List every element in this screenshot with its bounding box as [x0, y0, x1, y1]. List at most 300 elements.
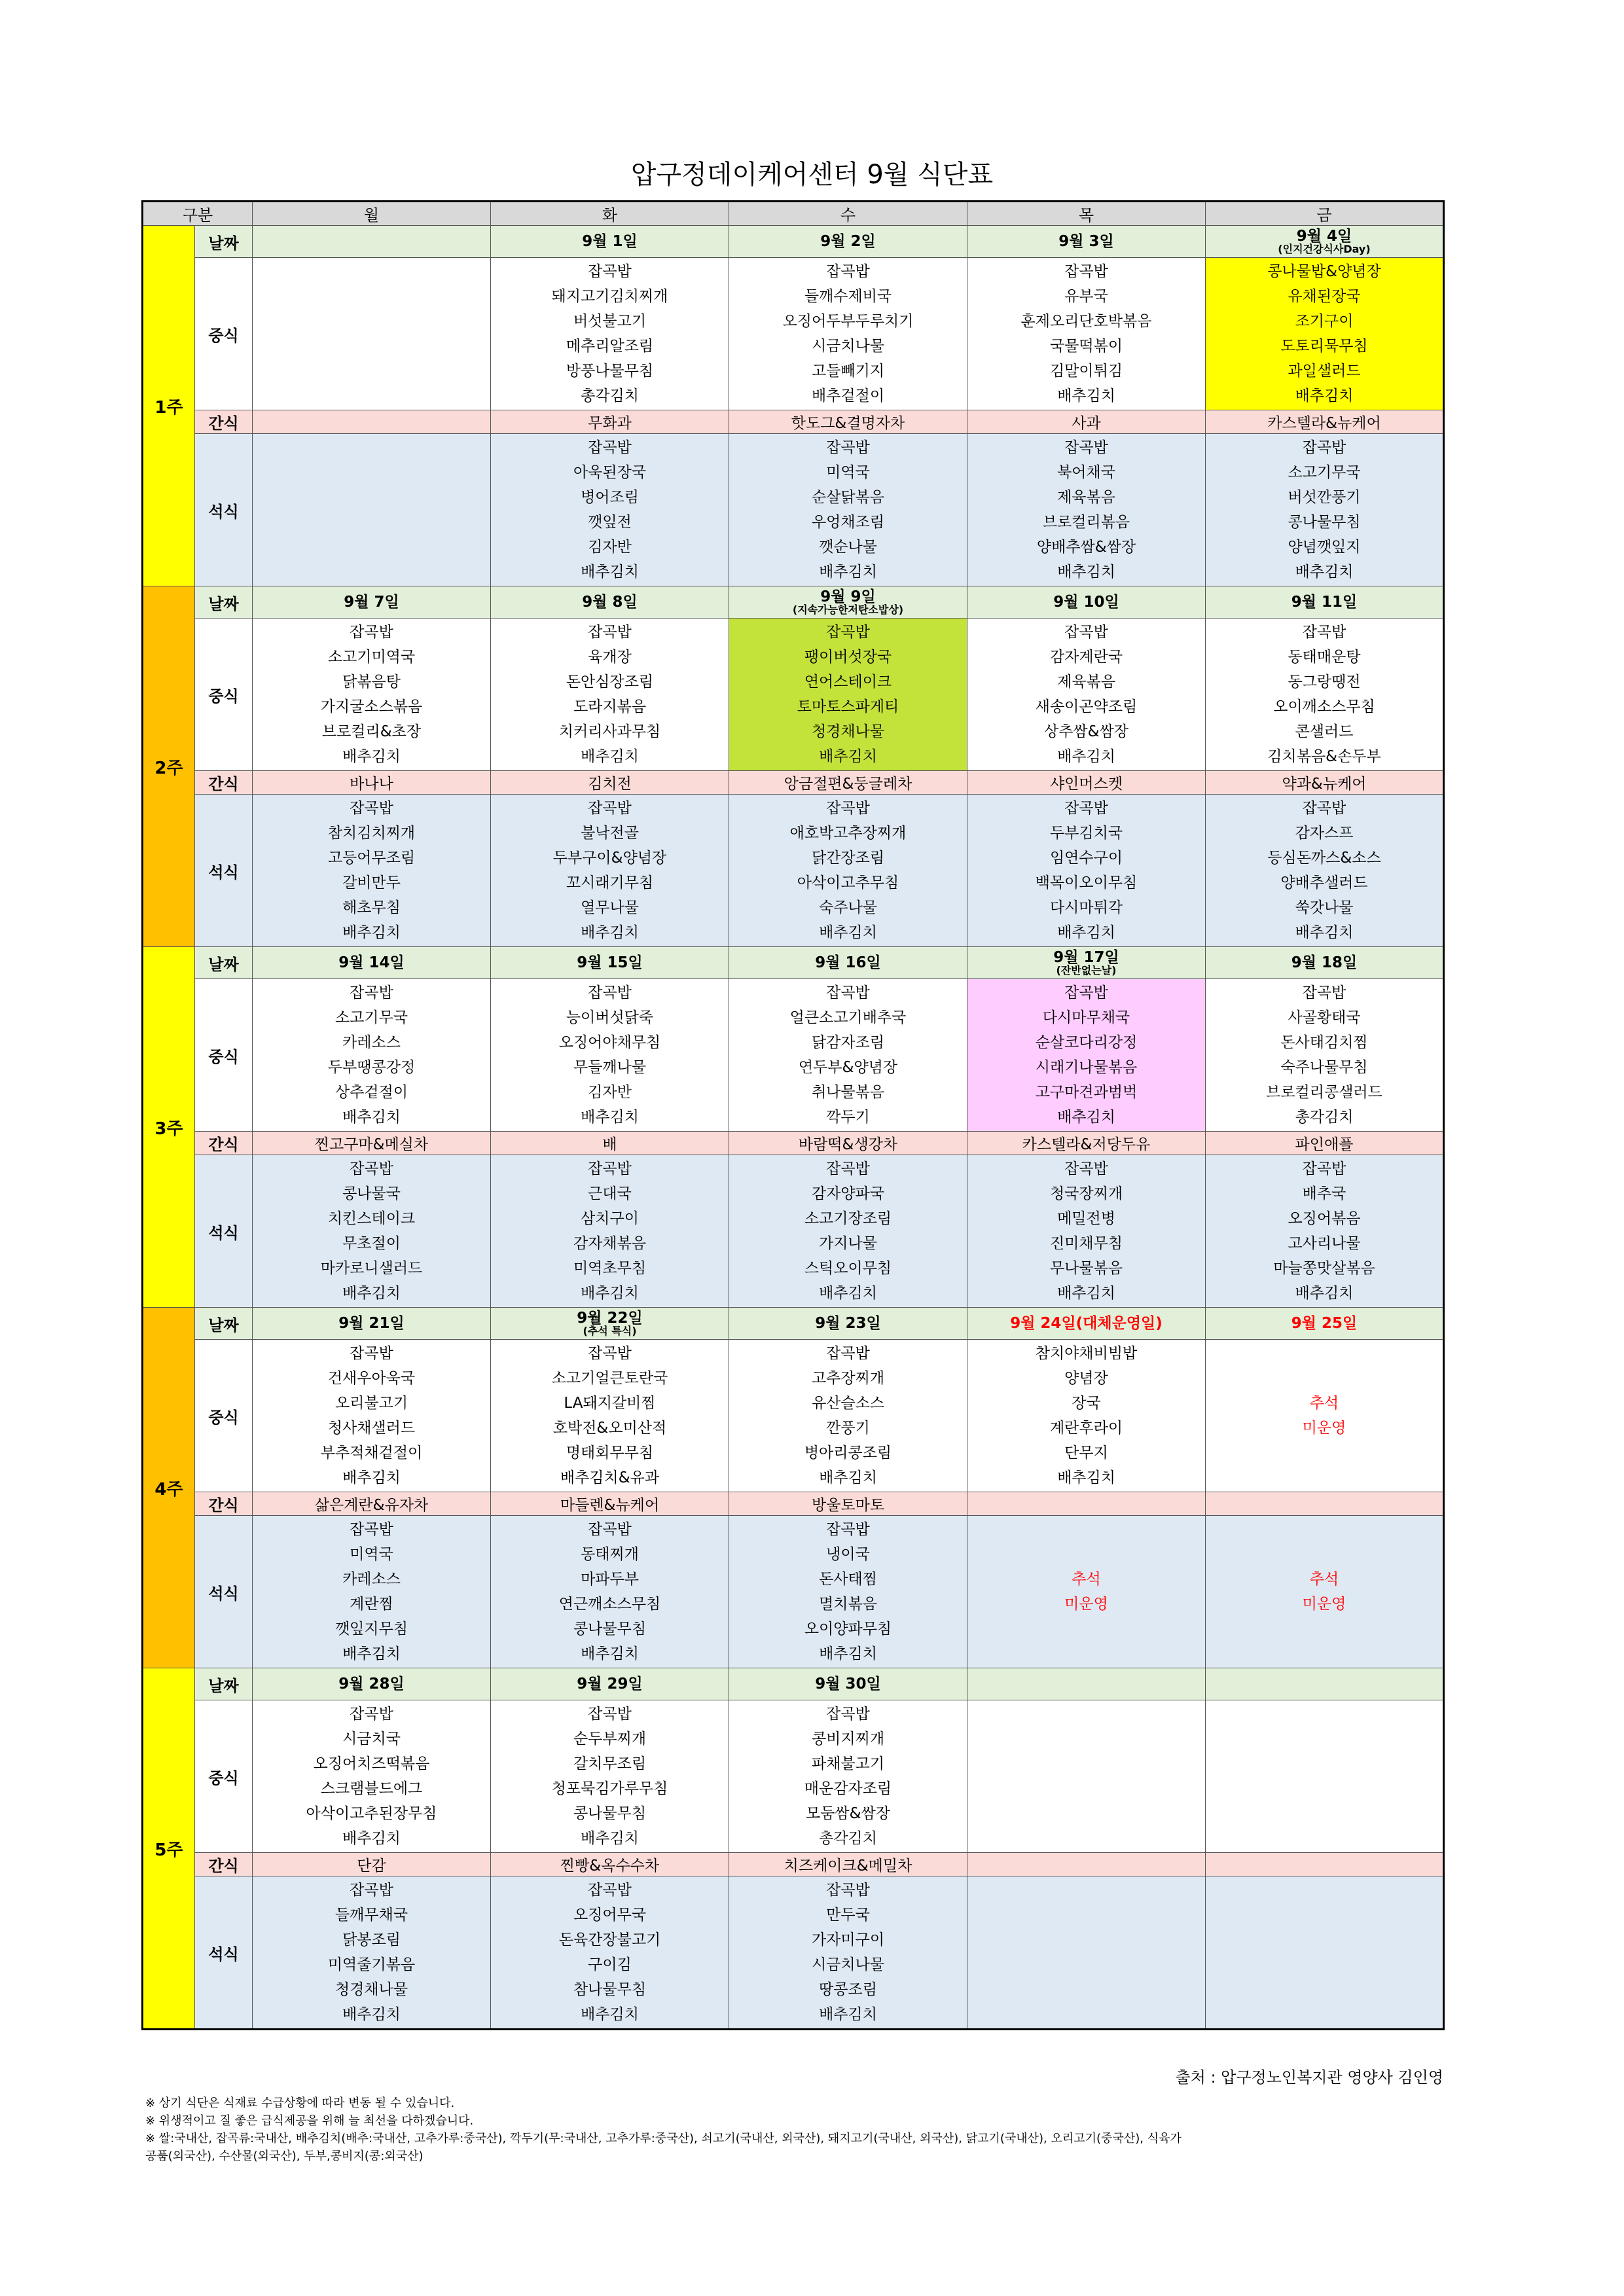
menu-item: 잡곡밥: [1302, 800, 1346, 817]
snack-row: [143, 1492, 1444, 1516]
menu-item: 청포묵김가루무침: [551, 1780, 668, 1797]
menu-list: [729, 1157, 967, 1306]
menu-item: 배추김치: [581, 2006, 639, 2023]
menu-item: 잡곡밥: [588, 1521, 632, 1538]
menu-list: [491, 1702, 729, 1851]
menu-list: [729, 1702, 967, 1851]
date-main: 9월 15일: [577, 954, 643, 971]
menu-item: 오징어볶음: [1288, 1210, 1361, 1227]
menu-item: 깐풍기: [826, 1420, 870, 1437]
menu-item: 김말이튀김: [1049, 363, 1123, 380]
date-cell: [729, 1668, 967, 1700]
menu-item: 잡곡밥: [826, 1882, 870, 1899]
menu-list: [491, 620, 729, 769]
week-label: 1주: [143, 226, 195, 586]
menu-item: 잡곡밥: [826, 800, 870, 817]
snack-cell: [967, 1853, 1206, 1876]
snack-cell: 단감: [253, 1853, 491, 1876]
week-label: 5주: [143, 1668, 195, 2030]
menu-list: [1206, 259, 1443, 408]
menu-item: 소고기얼큰토란국: [551, 1370, 668, 1387]
menu-item: 콩비지찌개: [811, 1731, 885, 1748]
menu-item: 배추김치: [581, 1645, 639, 1662]
menu-item: 스틱오이무침: [804, 1260, 892, 1277]
lunch-row: [143, 1340, 1444, 1492]
menu-item: 잡곡밥: [350, 1160, 393, 1177]
menu-list: [967, 1157, 1205, 1306]
menu-item: 무초절이: [342, 1235, 401, 1252]
dinner-menu-cell: [1206, 1516, 1444, 1668]
menu-item: 치킨스테이크: [327, 1210, 416, 1227]
date-cell: [729, 1308, 967, 1340]
menu-list: [253, 796, 490, 945]
week-label: 4주: [143, 1308, 195, 1668]
menu-item: 고구마견과범벅: [1035, 1084, 1138, 1101]
menu-item: 김자반: [588, 1084, 632, 1101]
menu-list: [491, 980, 729, 1130]
date-cell: [253, 226, 491, 258]
date-cell: [253, 1668, 491, 1700]
header-row: [143, 202, 1444, 226]
menu-item: [967, 1641, 1205, 1666]
menu-item: 다시마튀각: [1049, 899, 1123, 916]
menu-list: [1206, 1157, 1443, 1306]
menu-item: 고추장찌개: [811, 1370, 885, 1387]
date-main: 9월 7일: [344, 593, 399, 611]
menu-item: 배추김치: [819, 1285, 877, 1302]
menu-item: 마카로니샐러드: [320, 1260, 423, 1277]
menu-item: 잡곡밥: [350, 1345, 393, 1362]
menu-item: 배추겉절이: [811, 387, 885, 404]
snack-cell: 앙금절편&둥글레차: [729, 771, 967, 795]
menu-item: 배추김치: [581, 748, 639, 765]
menu-item: 배추김치: [1295, 387, 1354, 404]
dinner-menu-cell: [1206, 434, 1444, 586]
dinner-menu-cell: [253, 1516, 491, 1668]
lunch-menu-cell: [491, 619, 729, 771]
date-row: [143, 1308, 1444, 1340]
menu-item: 양배추샐러드: [1280, 874, 1368, 891]
header-day: 월: [253, 202, 491, 226]
date-cell: [491, 1668, 729, 1700]
menu-item: 배추김치: [819, 564, 877, 581]
menu-item: 배추김치: [342, 1285, 401, 1302]
date-main: 9월 9일: [820, 588, 876, 605]
menu-item: 배추김치: [1057, 1109, 1115, 1126]
menu-list: [1206, 1517, 1443, 1666]
menu-item: 국물떡볶이: [1049, 338, 1123, 355]
menu-item: 콘샐러드: [1295, 723, 1354, 740]
menu-item: [967, 1517, 1205, 1542]
menu-item: [1206, 1341, 1443, 1366]
menu-item: 배추국: [1302, 1185, 1346, 1202]
row-label-lunch: 중식: [195, 1700, 253, 1853]
date-main: 9월 16일: [815, 954, 881, 971]
date-cell: [253, 947, 491, 979]
dinner-menu-cell: [729, 1155, 967, 1308]
date-main: 9월 17일: [1053, 948, 1119, 966]
date-note: (지속가능한저탄소밥상): [792, 603, 904, 616]
meal-plan-table: [141, 200, 1445, 2030]
footnote: 공품(외국산), 수산물(외국산), 두부,콩비지(콩:외국산): [145, 2149, 424, 2163]
menu-item: 부추적채겉절이: [320, 1444, 423, 1462]
dinner-menu-cell: [967, 434, 1206, 586]
date-cell: [491, 586, 729, 619]
lunch-menu-cell: [729, 1700, 967, 1853]
menu-item: 감자양파국: [811, 1185, 885, 1202]
menu-item: 갈비만두: [342, 874, 401, 891]
menu-item: 연근깨소스무침: [558, 1596, 661, 1613]
dinner-menu-cell: [1206, 1155, 1444, 1308]
menu-item: 배추김치: [819, 2006, 877, 2023]
menu-item: 소고기미역국: [327, 649, 416, 666]
menu-list: [253, 1517, 490, 1666]
dinner-menu-cell: [491, 1876, 729, 2030]
menu-list: [491, 1157, 729, 1306]
menu-item: 토마토스파게티: [797, 698, 899, 715]
menu-item: 순살닭볶음: [811, 489, 885, 506]
snack-cell: 사과: [967, 410, 1206, 434]
header-day: 화: [491, 202, 729, 226]
menu-item: 배추김치: [1057, 387, 1115, 404]
dinner-menu-cell: [491, 795, 729, 947]
menu-item: 메밀전병: [1057, 1210, 1115, 1227]
lunch-menu-cell: [729, 619, 967, 771]
lunch-menu-cell: [253, 258, 491, 410]
snack-cell: [967, 1492, 1206, 1516]
snack-cell: [1206, 1492, 1444, 1516]
menu-item: 제육볶음: [1057, 489, 1115, 506]
header-day: 금: [1206, 202, 1444, 226]
snack-cell: 찐빵&옥수수차: [491, 1853, 729, 1876]
snack-cell: 파인애플: [1206, 1132, 1444, 1155]
menu-item: 취나물볶음: [811, 1084, 885, 1101]
menu-item: 상추쌈&쌈장: [1043, 723, 1129, 740]
menu-item: 계란후라이: [1049, 1420, 1123, 1437]
snack-cell: 찐고구마&메실차: [253, 1132, 491, 1155]
snack-cell: 샤인머스켓: [967, 771, 1206, 795]
date-main: 9월 1일: [582, 232, 638, 250]
menu-list: [729, 620, 967, 769]
menu-item: 버섯불고기: [573, 313, 647, 330]
menu-item: 추석: [1072, 1571, 1101, 1588]
menu-item: 배추김치: [1057, 1469, 1115, 1486]
menu-item: 깻잎전: [588, 514, 632, 531]
date-cell: [967, 1668, 1206, 1700]
menu-item: 새송이곤약조림: [1035, 698, 1138, 715]
date-note: (추석 특식): [583, 1324, 637, 1337]
menu-item: 시래기나물볶음: [1035, 1059, 1138, 1076]
menu-item: 다시마무채국: [1042, 1009, 1130, 1026]
menu-item: 카레소스: [342, 1571, 401, 1588]
menu-list: [967, 435, 1205, 584]
row-label-snack: 간식: [195, 771, 253, 795]
lunch-menu-cell: [253, 1700, 491, 1853]
menu-item: 잡곡밥: [1064, 263, 1108, 280]
menu-item: 들깨무채국: [334, 1907, 408, 1924]
menu-item: 잡곡밥: [350, 1521, 393, 1538]
menu-item: [1206, 1366, 1443, 1391]
menu-item: 총각김치: [1295, 1109, 1354, 1126]
menu-item: 돈사태찜: [819, 1571, 877, 1588]
menu-item: 오징어두부두루치기: [782, 313, 914, 330]
menu-item: 장국: [1072, 1395, 1101, 1412]
date-note: (잔반없는날): [1056, 963, 1117, 977]
menu-item: 돈안심장조림: [566, 673, 654, 691]
menu-item: 잡곡밥: [1064, 800, 1108, 817]
menu-item: 콩나물국: [342, 1185, 401, 1202]
menu-item: 깍두기: [826, 1109, 870, 1126]
menu-item: 단무지: [1064, 1444, 1108, 1462]
menu-item: 동그랑땡전: [1288, 673, 1361, 691]
date-cell: [1206, 1308, 1444, 1340]
menu-item: 돼지고기김치찌개: [551, 288, 668, 305]
menu-item: 닭감자조림: [811, 1034, 885, 1051]
menu-item: 병아리콩조림: [804, 1444, 892, 1462]
menu-item: 잡곡밥: [1302, 1160, 1346, 1177]
menu-item: 잡곡밥: [350, 1882, 393, 1899]
menu-item: 냉이국: [826, 1546, 870, 1563]
menu-item: 무들깨나물: [573, 1059, 647, 1076]
date-cell: [491, 1308, 729, 1340]
menu-item: 쑥갓나물: [1295, 899, 1354, 916]
menu-item: 미역국: [350, 1546, 393, 1563]
menu-item: 순두부찌개: [573, 1731, 647, 1748]
menu-item: 소고기무국: [1288, 464, 1361, 481]
menu-item: 잡곡밥: [826, 1521, 870, 1538]
menu-item: 총각김치: [581, 387, 639, 404]
menu-item: 배추김치: [819, 1469, 877, 1486]
menu-item: 메추리알조림: [566, 338, 654, 355]
menu-item: 배추김치&유과: [560, 1469, 660, 1486]
menu-item: 잡곡밥: [826, 439, 870, 456]
menu-item: 김치볶음&손두부: [1267, 748, 1381, 765]
date-note: (인지건강식사Day): [1278, 242, 1371, 255]
menu-item: 청사채샐러드: [327, 1420, 416, 1437]
menu-list: [253, 620, 490, 769]
date-cell: [967, 947, 1206, 979]
menu-item: 삼치구이: [581, 1210, 639, 1227]
date-main: 9월 23일: [815, 1314, 881, 1332]
date-main: 9월 22일: [577, 1309, 643, 1327]
menu-item: 잡곡밥: [1302, 624, 1346, 641]
menu-item: 고사리나물: [1288, 1235, 1361, 1252]
menu-item: 근대국: [588, 1185, 632, 1202]
menu-list: [1206, 1341, 1443, 1490]
menu-item: 병어조림: [581, 489, 639, 506]
menu-item: 호박전&오미산적: [552, 1420, 667, 1437]
menu-item: 참치야채비빔밥: [1035, 1345, 1138, 1362]
menu-item: 감자계란국: [1049, 649, 1123, 666]
menu-list: [253, 1157, 490, 1306]
menu-item: 배추김치: [342, 1109, 401, 1126]
dinner-menu-cell: [729, 434, 967, 586]
menu-item: 닭볶음탕: [342, 673, 401, 691]
menu-item: 명태회무무침: [566, 1444, 654, 1462]
menu-item: 마늘쫑맛살볶음: [1273, 1260, 1375, 1277]
date-main: 9월 18일: [1291, 954, 1358, 971]
menu-list: [967, 980, 1205, 1130]
date-cell: [967, 226, 1206, 258]
menu-item: 감자스프: [1295, 825, 1354, 842]
footnote: ※ 쌀:국내산, 잡곡류:국내산, 배추김치(배추:국내산, 고추가루:중국산), 깍두기(무:국내산, 고추가루:중국산), 쇠고기(국내산, 외국산), 돼지고기(국내산, 외국산), 닭고기(국내산), 오리고기(중국산), 식육가: [145, 2132, 1182, 2145]
date-cell: [1206, 1668, 1444, 1700]
menu-list: [729, 1517, 967, 1666]
row-label-date: 날짜: [195, 1308, 253, 1340]
menu-item: 계란찜: [350, 1596, 393, 1613]
menu-item: 임연수구이: [1049, 850, 1123, 867]
menu-item: 오이깨소스무침: [1273, 698, 1375, 715]
menu-item: 매운감자조림: [804, 1780, 892, 1797]
menu-item: 배추김치: [819, 924, 877, 941]
dinner-row: [143, 434, 1444, 586]
menu-item: 오징어야채무침: [558, 1034, 661, 1051]
menu-item: 등심돈까스&소스: [1267, 850, 1381, 867]
menu-list: [253, 980, 490, 1130]
menu-item: 미운영: [1064, 1596, 1108, 1613]
menu-item: 유산슬소스: [811, 1395, 885, 1412]
date-main: 9월 29일: [577, 1675, 643, 1693]
menu-item: 양념장: [1064, 1370, 1108, 1387]
menu-item: 배추김치: [581, 564, 639, 581]
menu-item: 멸치볶음: [819, 1596, 877, 1613]
snack-cell: 바나나: [253, 771, 491, 795]
menu-list: [491, 1517, 729, 1666]
dinner-row: [143, 1876, 1444, 2030]
menu-item: 애호박고추장찌개: [789, 825, 907, 842]
menu-list: [729, 259, 967, 408]
date-main: 9월 28일: [338, 1675, 405, 1693]
footnote: ※ 상기 식단은 식재료 수급상황에 따라 변동 될 수 있습니다.: [145, 2096, 455, 2110]
row-label-lunch: 중식: [195, 619, 253, 771]
menu-item: 배추김치: [342, 1469, 401, 1486]
snack-cell: 카스텔라&뉴케어: [1206, 410, 1444, 434]
snack-cell: 배: [491, 1132, 729, 1155]
date-cell: [253, 586, 491, 619]
menu-item: 유부국: [1064, 288, 1108, 305]
menu-item: 백목이오이무침: [1035, 874, 1138, 891]
menu-item: 숙주나물무침: [1280, 1059, 1368, 1076]
menu-item: 잡곡밥: [1064, 984, 1108, 1001]
dinner-menu-cell: [491, 434, 729, 586]
dinner-menu-cell: [491, 1516, 729, 1668]
menu-item: 잡곡밥: [588, 1345, 632, 1362]
date-row: [143, 586, 1444, 619]
date-cell: [967, 586, 1206, 619]
menu-item: 닭간장조림: [811, 850, 885, 867]
menu-list: [967, 620, 1205, 769]
menu-list: [967, 796, 1205, 945]
menu-item: 배추김치: [1057, 1285, 1115, 1302]
menu-item: 제육볶음: [1057, 673, 1115, 691]
date-main: 9월 10일: [1053, 593, 1119, 611]
menu-item: 구이김: [588, 1956, 632, 1973]
menu-list: [253, 1702, 490, 1851]
snack-cell: 마들렌&뉴케어: [491, 1492, 729, 1516]
menu-item: 순살코다리강정: [1035, 1034, 1138, 1051]
lunch-menu-cell: [491, 258, 729, 410]
menu-item: 깻잎지무침: [334, 1621, 408, 1638]
date-row: [143, 226, 1444, 258]
menu-item: 청경채나물: [811, 723, 885, 740]
menu-item: 두부김치국: [1049, 825, 1123, 842]
menu-item: 청경채나물: [334, 1981, 408, 1998]
dinner-menu-cell: [253, 795, 491, 947]
menu-item: 연어스테이크: [804, 673, 892, 691]
date-cell: [1206, 226, 1444, 258]
dinner-menu-cell: [729, 1876, 967, 2030]
lunch-row: [143, 258, 1444, 410]
dinner-menu-cell: [253, 1876, 491, 2030]
dinner-menu-cell: [729, 795, 967, 947]
header-gubun: 구분: [143, 202, 253, 226]
menu-item: 브로컬리볶음: [1042, 514, 1130, 531]
menu-item: 콩나물무침: [1288, 514, 1361, 531]
date-main: 9월 14일: [338, 954, 405, 971]
date-row: [143, 1668, 1444, 1700]
snack-cell: 무화과: [491, 410, 729, 434]
snack-cell: 카스텔라&저당두유: [967, 1132, 1206, 1155]
date-cell: [729, 226, 967, 258]
lunch-menu-cell: [253, 979, 491, 1132]
row-label-lunch: 중식: [195, 979, 253, 1132]
menu-item: 방풍나물무침: [566, 363, 654, 380]
menu-item: 능이버섯닭죽: [566, 1009, 654, 1026]
lunch-menu-cell: [1206, 1700, 1444, 1853]
dinner-menu-cell: [253, 1155, 491, 1308]
date-main: 9월 3일: [1058, 232, 1114, 250]
lunch-row: [143, 979, 1444, 1132]
menu-item: 연두부&양념장: [798, 1059, 898, 1076]
date-cell: [253, 1308, 491, 1340]
menu-item: 배추김치: [342, 924, 401, 941]
dinner-menu-cell: [729, 1516, 967, 1668]
menu-item: 미운영: [1302, 1420, 1346, 1437]
menu-item: 잡곡밥: [1302, 439, 1346, 456]
menu-list: [729, 435, 967, 584]
menu-item: 배추김치: [581, 924, 639, 941]
menu-item: 잡곡밥: [1064, 1160, 1108, 1177]
row-label-dinner: 석식: [195, 1876, 253, 2030]
menu-item: 스크램블드에그: [320, 1780, 423, 1797]
menu-item: 오이양파무침: [804, 1621, 892, 1638]
menu-item: 추석: [1309, 1395, 1339, 1412]
menu-item: 돈사태김치찜: [1280, 1034, 1368, 1051]
snack-cell: 방울토마토: [729, 1492, 967, 1516]
menu-item: 잡곡밥: [588, 1160, 632, 1177]
menu-item: [967, 1542, 1205, 1567]
menu-item: 시금치국: [342, 1731, 401, 1748]
menu-item: 참나물무침: [573, 1981, 647, 1998]
menu-list: [491, 435, 729, 584]
lunch-row: [143, 1700, 1444, 1853]
dinner-menu-cell: [967, 1155, 1206, 1308]
menu-item: 잡곡밥: [350, 800, 393, 817]
menu-list: [1206, 796, 1443, 945]
menu-item: 배추김치: [1057, 748, 1115, 765]
dinner-menu-cell: [491, 1155, 729, 1308]
snack-cell: [1206, 1853, 1444, 1876]
dinner-menu-cell: [967, 795, 1206, 947]
menu-item: [1206, 1465, 1443, 1490]
dinner-row: [143, 1155, 1444, 1308]
menu-item: 미역줄기볶음: [327, 1956, 416, 1973]
menu-item: 사골황태국: [1288, 1009, 1361, 1026]
menu-item: 총각김치: [819, 1830, 877, 1847]
menu-list: [491, 796, 729, 945]
date-cell: [491, 226, 729, 258]
row-label-snack: 간식: [195, 410, 253, 434]
